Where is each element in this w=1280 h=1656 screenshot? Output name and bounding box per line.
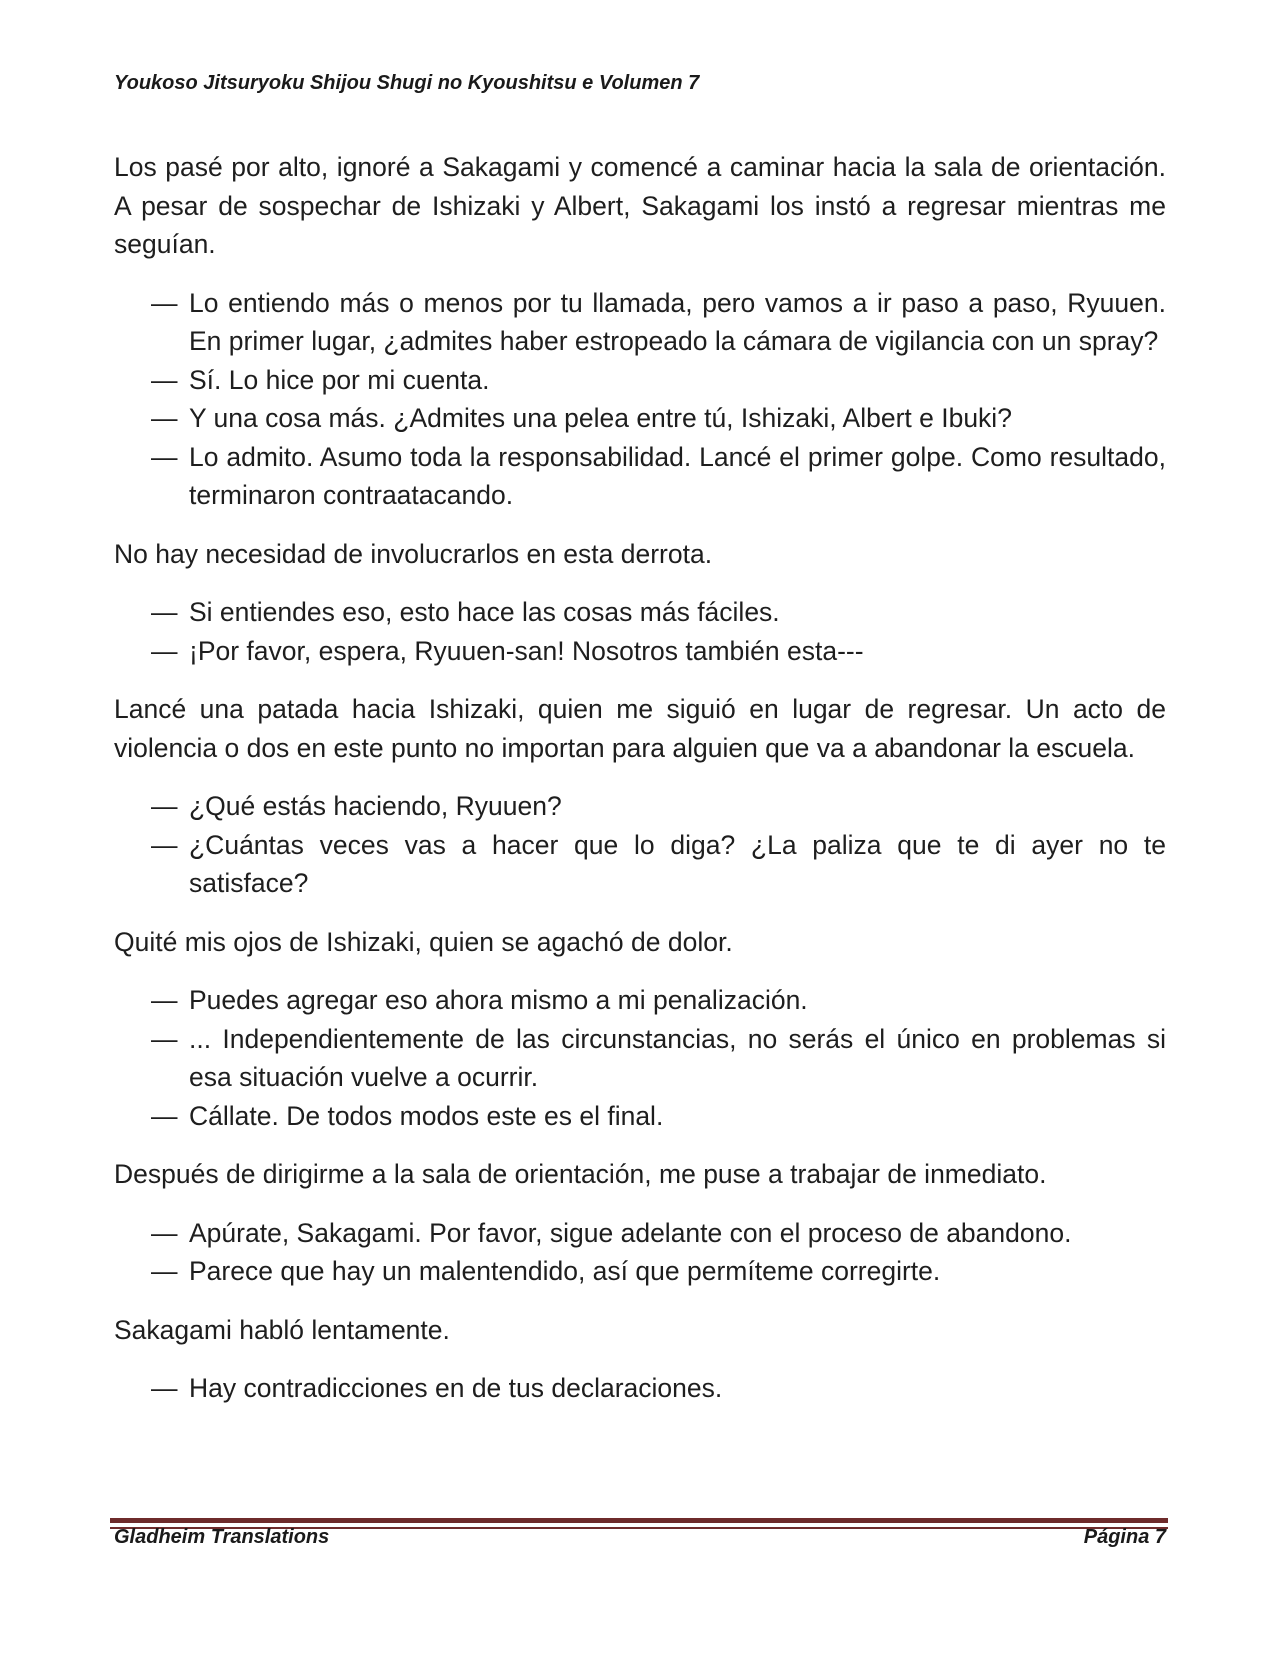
dialogue-dash: —	[151, 791, 178, 821]
narration-paragraph: Los pasé por alto, ignoré a Sakagami y comencé a caminar hacia la sala de orientación. A pesar de sospechar de Ishizaki y Albert, Sakagami los instó a regresar mientras me seguían.	[114, 152, 1166, 259]
footer-translator: Gladheim Translations	[114, 1526, 330, 1548]
dialogue-line	[114, 1097, 1166, 1136]
dialogue-line	[114, 787, 1166, 826]
dialogue-block	[114, 787, 1166, 903]
narration-paragraph: Lancé una patada hacia Ishizaki, quien me siguió en lugar de regresar. Un acto de violencia o dos en este punto no importan para alguien que va a abandonar la escuela.	[114, 694, 1166, 763]
dialogue-text: Hay contradicciones en de tus declaraciones.	[189, 1373, 723, 1403]
footer-page-number: Página 7	[1083, 1526, 1166, 1548]
dialogue-block	[114, 981, 1166, 1135]
running-header: Youkoso Jitsuryoku Shijou Shugi no Kyoushitsu e Volumen 7	[114, 72, 700, 94]
footer-rule-thick	[110, 1518, 1168, 1523]
narration-paragraph: Quité mis ojos de Ishizaki, quien se agachó de dolor.	[114, 926, 733, 957]
dialogue-line	[114, 1020, 1166, 1097]
dialogue-line	[114, 632, 1166, 671]
dialogue-block	[114, 593, 1166, 670]
dialogue-dash: —	[151, 441, 178, 472]
dialogue-text: Si entiendes eso, esto hace las cosas más fáciles.	[189, 597, 780, 627]
dialogue-dash: —	[151, 1217, 178, 1248]
dialogue-block	[114, 284, 1166, 515]
dialogue-text: ¡Por favor, espera, Ryuuen-san! Nosotros también esta---	[189, 635, 864, 666]
dialogue-text: Y una cosa más. ¿Admites una pelea entre tú, Ishizaki, Albert e Ibuki?	[189, 403, 1012, 433]
dialogue-dash: —	[151, 1256, 178, 1286]
dialogue-text: Puedes agregar eso ahora mismo a mi penalización.	[189, 985, 808, 1015]
dialogue-line	[114, 361, 1166, 400]
dialogue-dash: —	[151, 1100, 178, 1131]
dialogue-line	[114, 826, 1166, 903]
dialogue-dash: —	[151, 364, 178, 395]
dialogue-block	[114, 1214, 1166, 1291]
dialogue-line	[114, 981, 1166, 1020]
dialogue-text: Parece que hay un malentendido, así que permíteme corregirte.	[189, 1256, 941, 1286]
dialogue-text: ... Independientemente de las circunstancias, no serás el único en problemas si esa situación vuelve a ocurrir.	[189, 1023, 1166, 1092]
dialogue-dash: —	[151, 403, 178, 433]
dialogue-dash: —	[151, 635, 178, 666]
dialogue-block	[114, 1369, 1166, 1408]
dialogue-text: ¿Qué estás haciendo, Ryuuen?	[189, 791, 562, 821]
dialogue-text: Cállate. De todos modos este es el final.	[189, 1100, 664, 1131]
dialogue-text: Apúrate, Sakagami. Por favor, sigue adelante con el proceso de abandono.	[189, 1217, 1072, 1248]
dialogue-dash: —	[151, 1373, 178, 1403]
dialogue-line	[114, 284, 1166, 361]
narration-paragraph: Sakagami habló lentamente.	[114, 1314, 450, 1345]
dialogue-dash: —	[151, 829, 178, 860]
dialogue-line	[114, 593, 1166, 632]
dialogue-line	[114, 1252, 1166, 1291]
dialogue-text: Lo admito. Asumo toda la responsabilidad. Lancé el primer golpe. Como resultado, terminaron contraatacando.	[189, 441, 1166, 510]
dialogue-dash: —	[151, 287, 178, 318]
dialogue-text: Lo entiendo más o menos por tu llamada, pero vamos a ir paso a paso, Ryuuen. En primer lugar, ¿admites haber estropeado la cámara de vigilancia con un spray?	[189, 287, 1166, 356]
dialogue-dash: —	[151, 1023, 178, 1054]
dialogue-line	[114, 1369, 1166, 1408]
narration-paragraph: No hay necesidad de involucrarlos en esta derrota.	[114, 538, 713, 569]
page-content	[114, 148, 1166, 1428]
dialogue-line	[114, 399, 1166, 438]
dialogue-line	[114, 1214, 1166, 1253]
dialogue-text: ¿Cuántas veces vas a hacer que lo diga? ¿La paliza que te di ayer no te satisface?	[189, 829, 1166, 898]
dialogue-text: Sí. Lo hice por mi cuenta.	[189, 364, 490, 395]
narration-paragraph: Después de dirigirme a la sala de orientación, me puse a trabajar de inmediato.	[114, 1159, 1047, 1189]
dialogue-dash: —	[151, 985, 178, 1015]
dialogue-line	[114, 438, 1166, 515]
dialogue-dash: —	[151, 597, 178, 627]
